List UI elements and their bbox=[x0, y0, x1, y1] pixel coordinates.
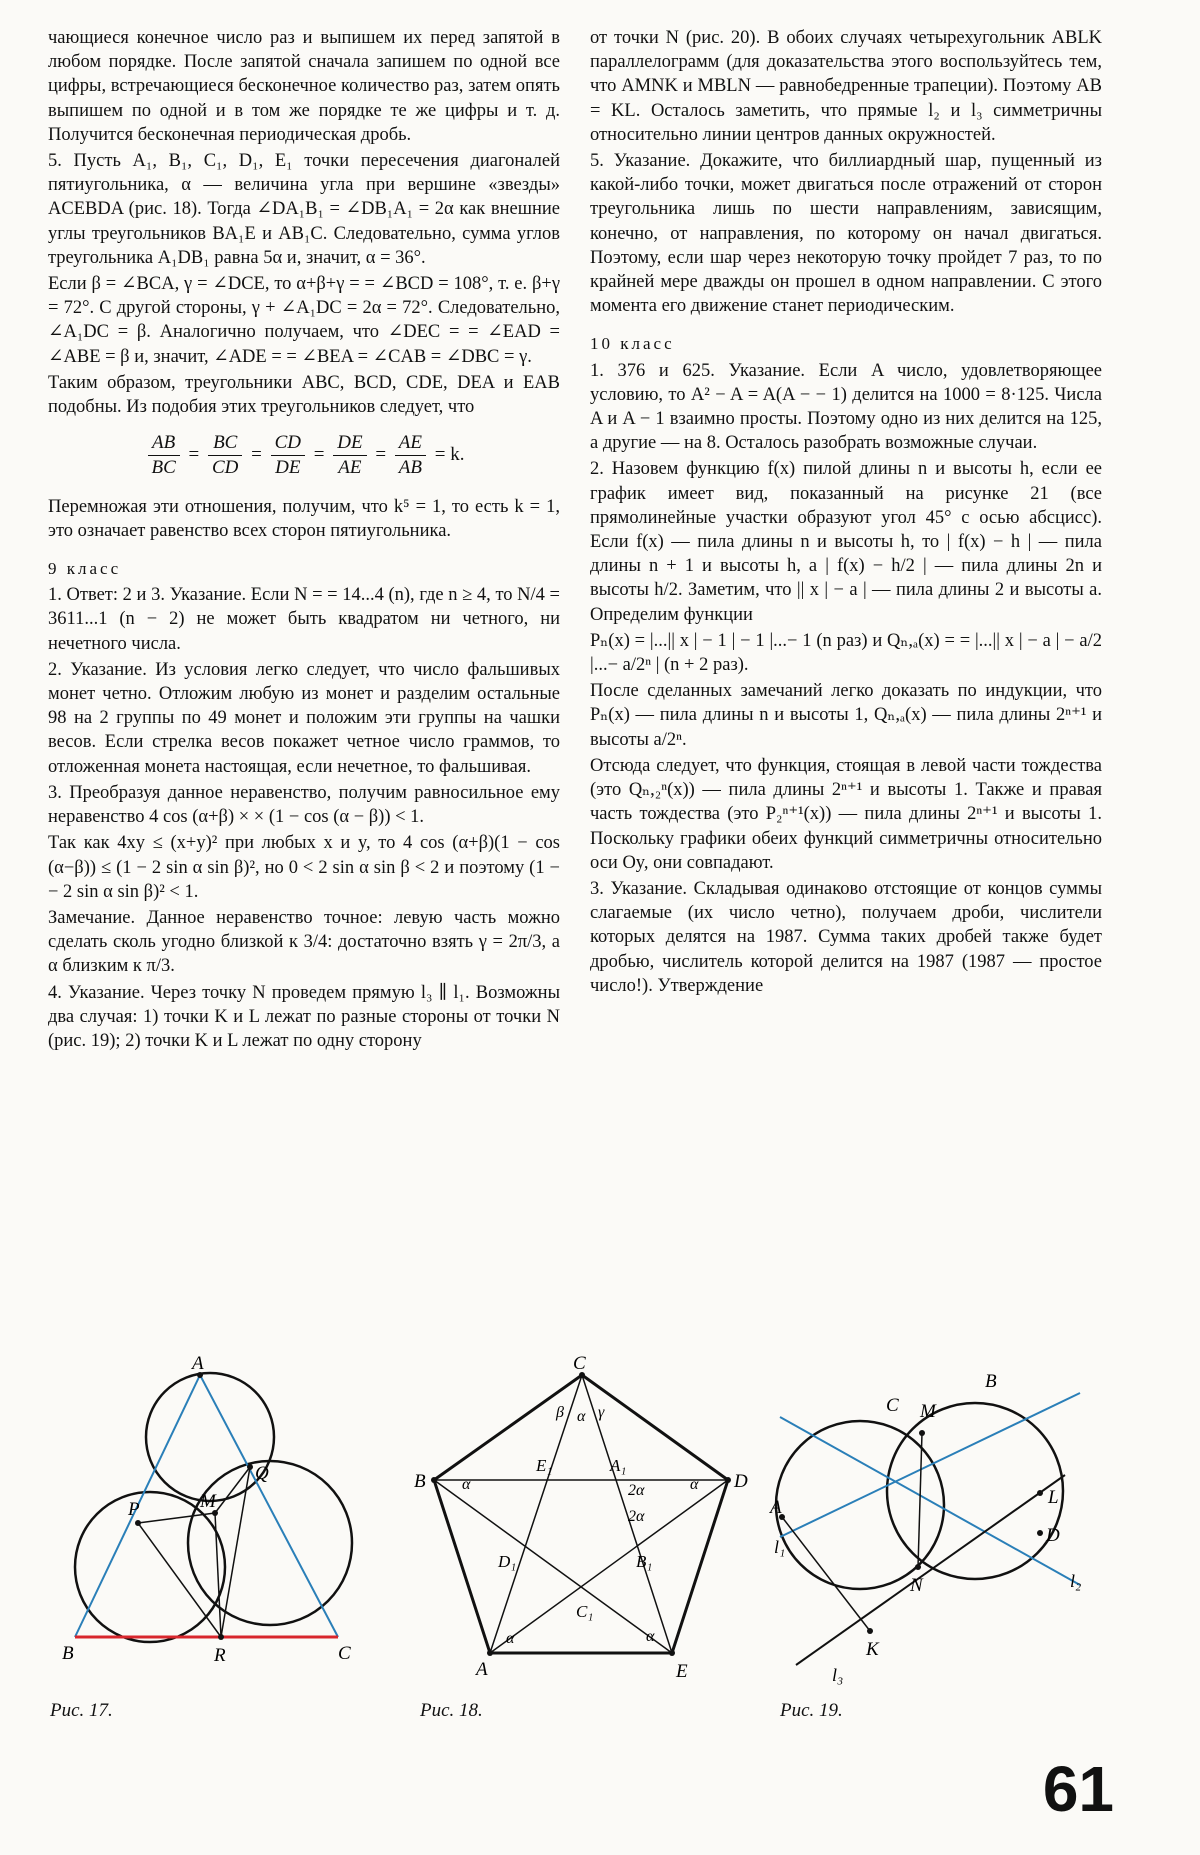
frac-3-den: DE bbox=[275, 457, 301, 479]
fig19-label-k: K bbox=[866, 1639, 879, 1660]
fig18-label-alpha-right: α bbox=[690, 1476, 699, 1493]
fig18-label-a: A bbox=[476, 1659, 488, 1680]
frac-5-num: AE bbox=[395, 431, 426, 456]
section-heading-9: 9 класс bbox=[48, 559, 122, 579]
right-paragraph-5: Pₙ(x) = |...|| x | − 1 | − 1 |...− 1 (n раз) и Qₙ,ₐ(x) = = |...|| x | − a | − a/2 |...− a/2ⁿ | (n + 2 раз). bbox=[590, 630, 1102, 676]
left-paragraph-4: Таким образом, треугольники ABC, BCD, CDE, DEA и EAB подобны. Из подобия этих треугольников следует, что bbox=[48, 372, 560, 418]
figure-19 bbox=[770, 1355, 1100, 1685]
fig18-label-alpha-top: α bbox=[577, 1408, 586, 1425]
fig19-point-d bbox=[1037, 1530, 1043, 1536]
fig17-segment-pr bbox=[138, 1523, 221, 1637]
fig17-segment-pm bbox=[138, 1513, 215, 1523]
fig17-label-c: C bbox=[338, 1643, 351, 1664]
similarity-formula: $\frac{AB}{BC}$ = $\frac{BC}{CD}$ = $\frac{CD}{DE}$ = $\frac{DE}{AE}$ = $\frac{AE}{AB}$ = k. bbox=[48, 431, 560, 480]
left-paragraph-3: Если β = ∠BCA, γ = ∠DCE, то α+β+γ = = ∠BCD = 108°, т. е. β+γ = 72°. С другой стороны, γ + ∠A₁DC = 2α = 72°. Следовательно, ∠A₁DC = β. Аналогично получаем, что ∠DEC = = ∠EAD = ∠ABE = β и, значит, ∠ADE = = ∠BEA = ∠CAB = ∠DBC = γ. bbox=[48, 274, 560, 367]
fig19-segment-ak bbox=[782, 1517, 870, 1631]
fig19-point-k bbox=[867, 1628, 873, 1634]
fig18-label-d1: D₁ bbox=[498, 1552, 517, 1571]
left-paragraph-8: 3. Преобразуя данное неравенство, получим равносильное ему неравенство 4 cos (α+β) × × (1 − cos (α − β)) < 1. bbox=[48, 782, 560, 828]
fig19-label-b: B bbox=[985, 1371, 997, 1392]
figure-18 bbox=[410, 1353, 748, 1685]
fig18-label-alpha-a: α bbox=[506, 1630, 515, 1647]
frac-2-num: BC bbox=[208, 431, 242, 456]
fig17-point-r bbox=[218, 1634, 224, 1640]
fig19-label-m: M bbox=[920, 1401, 936, 1422]
fig17-label-a: A bbox=[192, 1353, 204, 1374]
fig19-label-d: D bbox=[1046, 1525, 1060, 1546]
left-paragraph-1: чающиеся конечное число раз и выпишем их перед запятой в любом порядке. После запятой сначала запишем по одной все цифры, встречающиеся бесконечное количество раз, затем опять выпишем по одной и в том же порядке те же цифры и т. д. Получится бесконечная периодическая дробь. bbox=[48, 28, 560, 145]
fig17-segment-qr bbox=[221, 1467, 250, 1637]
fig18-label-2alpha-a1: 2α bbox=[628, 1482, 645, 1499]
frac-5-den: AB bbox=[398, 457, 423, 479]
right-paragraph-2: 5. Указание. Докажите, что биллиардный шар, пущенный из какой-либо точки, может двигаться после отражений от сторон треугольника лишь по шести направлениям, зависящим, конечно, от направления, по которому он начал двигаться. Поэтому, если шар через некоторую точку пройдет 7 раз, то по крайней мере дважды он прошел в одном направлении. С этого момента его движение станет периодическим. bbox=[590, 151, 1102, 317]
left-paragraph-6: 1. Ответ: 2 и 3. Указание. Если N = = 14...4 (n), где n ≥ 4, то N/4 = 3611...1 (n − 2) не может быть квадратом ни четного, ни нечетного числа. bbox=[48, 585, 560, 654]
fig18-label-a1: A₁ bbox=[610, 1456, 627, 1475]
fig17-segment-mr bbox=[215, 1513, 221, 1637]
fig18-label-2alpha-b1: 2α bbox=[628, 1508, 645, 1525]
section-heading-10: 10 класс bbox=[590, 334, 675, 354]
right-paragraph-1: от точки N (рис. 20). В обоих случаях четырехугольник ABLK параллелограмм (для доказательства этого воспользуйтесь тем, что AMNK и MBLN — равнобедренные трапеции). Поэтому AB = KL. Осталось заметить, что прямые l₂ и l₃ симметричны относительно линии центров данных окружностей. bbox=[590, 28, 1102, 145]
fig18-label-alpha-e: α bbox=[646, 1628, 655, 1645]
fig19-segment-mn bbox=[918, 1433, 922, 1567]
fig18-point-d bbox=[725, 1477, 731, 1483]
fig17-label-p: P bbox=[128, 1499, 140, 1520]
figure-17 bbox=[40, 1355, 370, 1675]
figure-19-caption: Рис. 19. bbox=[780, 1700, 843, 1721]
fig19-point-n bbox=[915, 1564, 921, 1570]
left-paragraph-5: Перемножая эти отношения, получим, что k⁵ = 1, то есть k = 1, это означает равенство всех сторон пятиугольника. bbox=[48, 496, 560, 541]
left-paragraph-11: 4. Указание. Через точку N проведем прямую l₃ ∥ l₁. Возможны два случая: 1) точки K и L лежат по разные стороны от точки N (рис. 19); 2) точки K и L лежат по одну сторону bbox=[48, 982, 560, 1051]
fig17-label-q: Q bbox=[255, 1463, 269, 1484]
fig18-label-beta: β bbox=[556, 1404, 564, 1421]
right-paragraph-6: После сделанных замечаний легко доказать по индукции, что Pₙ(x) — пила длины n и высоты 1, Qₙ,ₐ(x) — пила длины 2ⁿ⁺¹ и высоты a/2ⁿ. bbox=[590, 681, 1102, 750]
frac-4-den: AE bbox=[338, 457, 362, 479]
fig19-label-n: N bbox=[910, 1575, 923, 1596]
frac-3-num: CD bbox=[271, 431, 305, 456]
fig17-label-b: B bbox=[62, 1643, 74, 1664]
frac-1-num: AB bbox=[148, 431, 180, 456]
frac-4-num: DE bbox=[333, 431, 366, 456]
right-paragraph-8: 3. Указание. Складывая одинаково отстоящие от концов суммы слагаемые (их число четно), получаем дроби, числители которых делятся на 1987. Сумма таких дробей также будет дробью, числитель которой делится на 1987 (1987 — простое число!). Утверждение bbox=[590, 878, 1102, 996]
page-number: 61 bbox=[1042, 1753, 1114, 1825]
fig19-label-l1: l₁ bbox=[774, 1537, 786, 1557]
fig19-label-l: L bbox=[1048, 1487, 1059, 1508]
fig19-point-m bbox=[919, 1430, 925, 1436]
right-paragraph-4: 2. Назовем функцию f(x) пилой длины n и высоты h, если ее график имеет вид, показанный на рисунке 21 (все прямолинейные участки образуют угол 45° с осью абсцисс). Если f(x) — пила длины n и высоты h, то | f(x) − h | — пила длины n + 1 и высоты h, а | f(x) − h/2 | — пила длины 2n и высоты h/2. Заметим, что || x | − a | — пила длины 2 и высоты a. Определим функции bbox=[590, 459, 1102, 625]
right-paragraph-3: 1. 376 и 625. Указание. Если A число, удовлетворяющее условию, то A² − A = A(A − − 1) делится на 1000 = 8·125. Числа A и A − 1 взаимно просты. Поэтому одно из них делится на 125, а другие — на 8. Осталось разобрать возможные случаи. bbox=[590, 360, 1102, 454]
formula-tail: = k. bbox=[434, 444, 465, 466]
frac-2-den: CD bbox=[212, 457, 239, 479]
figure-17-caption: Рис. 17. bbox=[50, 1700, 113, 1721]
fig17-label-m: M bbox=[200, 1491, 216, 1512]
fig19-label-l2: l₂ bbox=[1070, 1571, 1082, 1591]
fig18-label-c1: C₁ bbox=[576, 1602, 594, 1621]
left-column bbox=[48, 26, 560, 1055]
fig18-label-b: B bbox=[414, 1471, 426, 1492]
fig18-label-b1: B₁ bbox=[636, 1552, 653, 1571]
fig18-label-gamma: γ bbox=[598, 1404, 605, 1421]
left-paragraph-7: 2. Указание. Из условия легко следует, что число фальшивых монет четно. Отложим любую из монет и разделим остальные 98 на 2 группы по 49 монет и положим эти группы на чашки весов. Если стрелка весов покажет четное число граммов, то отложенная монета настоящая, если нечетное, то фальшивая. bbox=[48, 659, 560, 777]
frac-1-den: BC bbox=[151, 457, 176, 479]
right-column bbox=[590, 26, 1102, 1000]
left-paragraph-2: 5. Пусть A₁, B₁, C₁, D₁, E₁ точки пересечения диагоналей пятиугольника, α — величина угла при вершине «звезды» ACEBDA (рис. 18). Тогда ∠DA₁B₁ = ∠DB₁A₁ = 2α как внешние углы треугольников BA₁E и AB₁C. Следовательно, сумма углов треугольника A₁DB₁ равна 5α и, значит, α = 36°. bbox=[48, 151, 560, 268]
left-paragraph-10: Замечание. Данное неравенство точное: левую часть можно сделать сколь угодно близкой к 3/4: достаточно взять γ = 2π/3, а α близким к π/3. bbox=[48, 907, 560, 977]
fig18-label-d: D bbox=[734, 1471, 748, 1492]
fig19-line-l3 bbox=[796, 1475, 1065, 1665]
fig17-point-q bbox=[247, 1464, 253, 1470]
fig18-label-alpha-left: α bbox=[462, 1476, 471, 1493]
fig18-label-c: C bbox=[573, 1353, 586, 1374]
fig18-label-e1: E₁ bbox=[536, 1456, 553, 1475]
fig19-point-l bbox=[1037, 1490, 1043, 1496]
figure-18-caption: Рис. 18. bbox=[420, 1700, 483, 1721]
fig18-point-b bbox=[431, 1477, 437, 1483]
fig18-label-e: E bbox=[676, 1661, 688, 1682]
fig17-label-r: R bbox=[214, 1645, 226, 1666]
fig19-label-a: A bbox=[770, 1497, 782, 1518]
fig17-circle-right bbox=[188, 1461, 352, 1625]
left-paragraph-9: Так как 4xy ≤ (x+y)² при любых x и y, то 4 cos (α+β)(1 − cos (α−β)) ≤ (1 − 2 sin α sin β)², но 0 < 2 sin α sin β < 2 и поэтому (1 − − 2 sin α sin β)² < 1. bbox=[48, 833, 560, 902]
right-paragraph-7: Отсюда следует, что функция, стоящая в левой части тождества (это Qₙ,₂ⁿ(x)) — пила длины 2ⁿ⁺¹ и высоты 1. Также и правая часть тождества (это P₂ⁿ⁺¹(x)) — пила длины 2ⁿ⁺¹ и высоты 1. Поскольку графики обеих функций симметричны относительно оси Oy, они совпадают. bbox=[590, 755, 1102, 873]
fig18-point-e bbox=[669, 1650, 675, 1656]
fig19-label-l3: l₃ bbox=[832, 1665, 844, 1685]
fig17-point-p bbox=[135, 1520, 141, 1526]
fig19-line-l2 bbox=[780, 1417, 1080, 1585]
fig19-label-c: C bbox=[886, 1395, 899, 1416]
fig18-point-a bbox=[487, 1650, 493, 1656]
